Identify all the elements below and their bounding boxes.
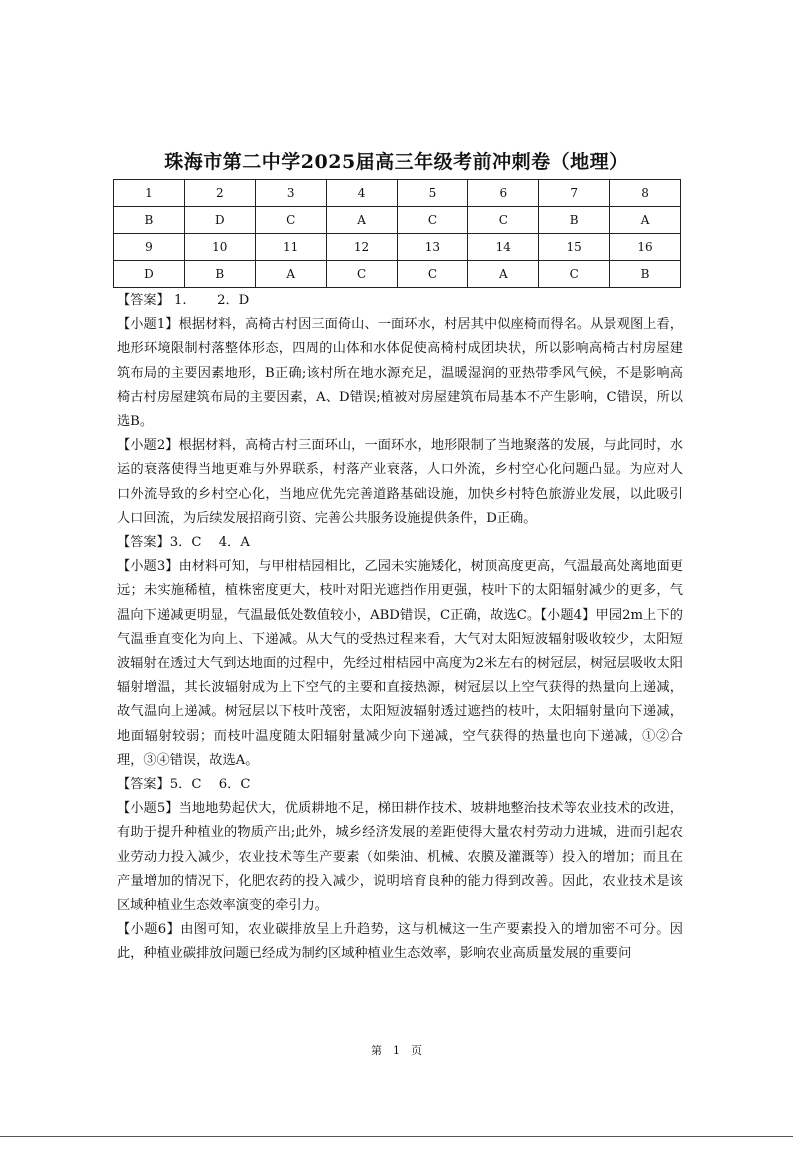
question-number-cell: 9 — [114, 234, 185, 261]
answer-key-cell: B — [114, 207, 185, 234]
explanation-paragraph: 【小题2】根据材料，高椅古村三面环山，一面环水，地形限制了当地聚落的发展，与此同时，水运的衰落使得当地更难与外界联系，村落产业衰落，人口外流，乡村空心化问题凸显。为应对人口外流导致的乡村空心化，当地应优先完善道路基础设施，加快乡村特色旅游业发展，以此吸引人口回流，为后续发展招商引资、完善公共服务设施提供条件，D正确。 — [117, 438, 683, 526]
answer-key-cell: A — [255, 261, 326, 288]
bottom-divider — [0, 1136, 793, 1137]
answer-table-body — [114, 180, 681, 288]
question-number-row — [114, 180, 681, 207]
question-number-cell: 14 — [468, 234, 539, 261]
question-number-row — [114, 234, 681, 261]
question-number-cell: 16 — [610, 234, 681, 261]
answer-explanations — [117, 289, 683, 967]
answer-key-cell: C — [539, 261, 610, 288]
answer-key-cell: A — [610, 207, 681, 234]
question-number-cell: 8 — [610, 180, 681, 207]
question-number-cell: 12 — [326, 234, 397, 261]
question-number-cell: 11 — [255, 234, 326, 261]
page-title: 珠海市第二中学2025届高三年级考前冲刺卷（地理） — [164, 151, 629, 173]
answer-key-cell: A — [326, 207, 397, 234]
answer-key-cell: A — [468, 261, 539, 288]
question-number-cell: 10 — [184, 234, 255, 261]
question-number-cell: 7 — [539, 180, 610, 207]
explanation-paragraph: 【小题1】根据材料，高椅古村因三面倚山、一面环水，村居其中似座椅而得名。从景观图上看，地形环境限制村落整体形态，四周的山体和水体促使高椅村成团块状，所以影响高椅古村房屋建筑布局的主要因素地形，B正确;该村所在地水源充足，温暖湿润的亚热带季风气候，不是影响高椅古村房屋建筑布局的主要因素，A、D错误;植被对房屋建筑布局基本不产生影响，C错误，所以选B。 — [117, 317, 683, 430]
answer-key-cell: C — [397, 261, 468, 288]
question-number-cell: 13 — [397, 234, 468, 261]
explanation-paragraph: 【小题3】由材料可知，与甲柑桔园相比，乙园未实施矮化，树顶高度更高，气温最高处离地面更远；未实施稀植，植株密度更大，枝叶对阳光遮挡作用更强，枝叶下的太阳辐射减少的更多，气温向下递减更明显，气温最低处数值较小，ABD错误，C正确，故选C。【小题4】甲园2m上下的气温垂直变化为向上、下递减。从大气的受热过程来看，大气对太阳短波辐射吸收较少，太阳短波辐射在透过大气到达地面的过程中，先经过柑桔园中高度为2米左右的树冠层，树冠层吸收太阳辐射增温，其长波辐射成为上下空气的主要和直接热源，树冠层以上空气获得的热量向上递减，故气温向上递减。树冠层以下枝叶茂密，太阳短波辐射透过遮挡的枝叶，太阳辐射量向下递减，地面辐射较弱；而枝叶温度随太阳辐射量减少向下递减，空气获得的热量也向下递减，①②合理，③④错误，故选A。 — [117, 559, 683, 768]
answer-key-cell: C — [255, 207, 326, 234]
answer-line: 【答案】3．C 4．A — [117, 535, 250, 551]
question-number-cell: 5 — [397, 180, 468, 207]
answer-key-cell: B — [610, 261, 681, 288]
answer-table — [113, 179, 681, 288]
explanation-paragraph: 【小题5】当地地势起伏大，优质耕地不足，梯田耕作技术、坡耕地整治技术等农业技术的改进，有助于提升种植业的物质产出;此外，城乡经济发展的差距使得大量农村劳动力进城，进而引起农业劳动力投入减少，农业技术等生产要素（如柴油、机械、农膜及灌溉等）投入的增加；而且在产量增加的情况下，化肥农药的投入减少，说明培育良种的能力得到改善。因此，农业技术是该区域种植业生态效率演变的牵引力。 — [117, 801, 683, 914]
answer-key-cell: C — [397, 207, 468, 234]
answer-key-cell: B — [539, 207, 610, 234]
question-number-cell: 6 — [468, 180, 539, 207]
question-number-cell: 3 — [255, 180, 326, 207]
answer-key-row — [114, 261, 681, 288]
answer-line: 【答案】 1. 2．D — [117, 293, 250, 308]
answer-line: 【答案】5．C 6．C — [117, 777, 251, 793]
question-number-cell: 4 — [326, 180, 397, 207]
answer-key-cell: D — [114, 261, 185, 288]
explanation-paragraph: 【小题6】由图可知，农业碳排放呈上升趋势，这与机械这一生产要素投入的增加密不可分。因此，种植业碳排放问题已经成为制约区域种植业生态效率，影响农业高质量发展的重要问 — [117, 922, 683, 962]
answer-key-cell: B — [184, 261, 255, 288]
question-number-cell: 15 — [539, 234, 610, 261]
answer-key-cell: C — [326, 261, 397, 288]
page-number: 第 1 页 — [371, 1044, 422, 1057]
question-number-cell: 1 — [114, 180, 185, 207]
answer-key-row — [114, 207, 681, 234]
answer-key-cell: C — [468, 207, 539, 234]
question-number-cell: 2 — [184, 180, 255, 207]
answer-key-cell: D — [184, 207, 255, 234]
